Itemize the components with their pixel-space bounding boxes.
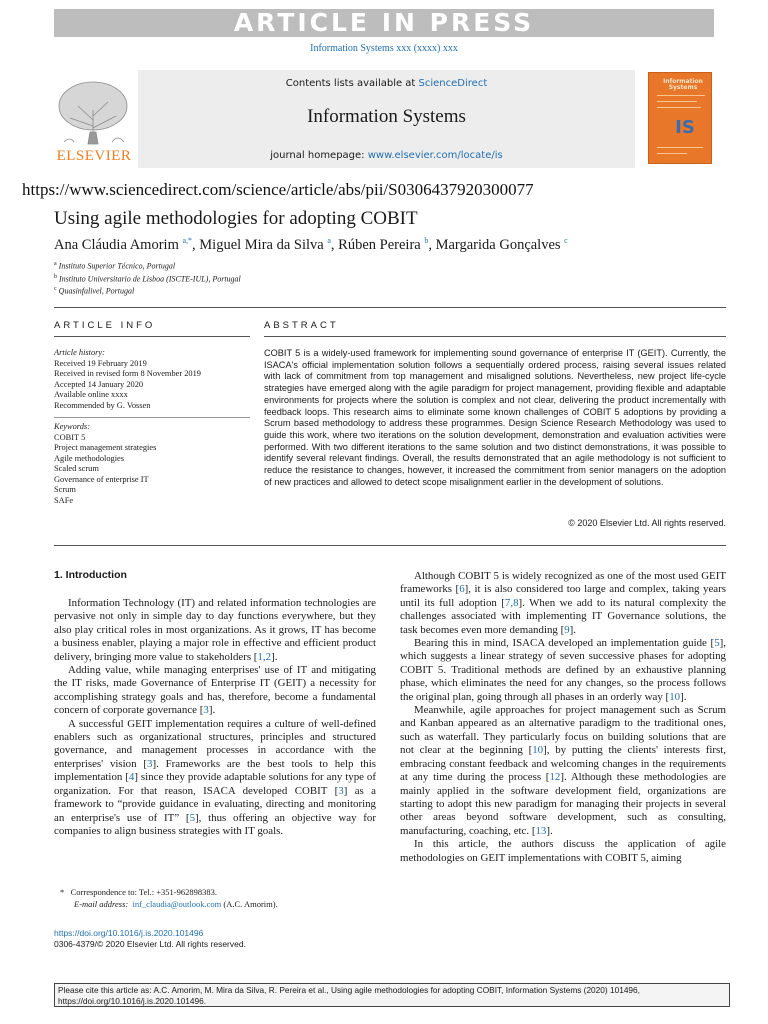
divider	[54, 307, 726, 308]
author-affil-marker[interactable]: b	[424, 236, 429, 246]
history-item: Recommended by G. Vossen	[54, 400, 151, 410]
body-text: ].	[208, 704, 216, 717]
history-item: Received in revised form 8 November 2019	[54, 369, 201, 378]
email-label: E-mail address:	[74, 899, 129, 909]
journal-name: Information Systems	[307, 106, 466, 127]
citation-ref-link[interactable]: 6	[459, 583, 465, 596]
abstract-text: COBIT 5 is a widely-used framework for implementing sound governance of enterprise IT (GEIT). Currently, the ISACA's official implementation solution follows a sequentially ordered process, raising several issues related with lack of commitment from top management and misaligned solutions. Nevertheless, new project life-cycle strategies have emerged along with the agile paradigm for project management, providing flexible and adaptable environments for projects where the solution is complex and not clear, delivering the product incrementally with feedback loops. This research aims to eliminate some known challenges of COBIT 5 adoptions by providing a Scrum based methodology to address these programmes. Design Science Research Methodology was used to guide this work, where two iterations on the solution development, demonstration and evaluation activities were performed. With two different iterations to the same solution and two distinct demonstrations, it was possible to identify several relevant findings. Overall, the results demonstrated that an agile methodology is not sufficient to reduce the resistance to changes, however, it increased the commitment from senior managers on the adoption of new practices and allowed to detect scope misalignment earlier in the development of solutions.	[264, 348, 726, 487]
doi-block	[54, 928, 246, 950]
author[interactable]: Rúben Pereira	[338, 237, 421, 253]
article-info-label: ARTICLE INFO	[54, 320, 156, 331]
cover-rule	[657, 107, 701, 108]
section-heading-introduction: 1. Introduction	[54, 569, 127, 581]
body-text: In this article, the authors discuss the application of agile methodologies on GEIT implementations with COBIT 5, aiming	[400, 838, 726, 864]
author-affil-marker[interactable]: a,*	[182, 236, 193, 246]
cover-rule	[657, 153, 687, 154]
body-text: ], it is also considered too large and complex, taking years until its full adoption [	[400, 583, 726, 609]
cover-title-line2: Systems	[668, 84, 698, 91]
affiliations	[54, 259, 241, 297]
affiliation-item: $^b$ Instituto Universitario de Lisboa (ISCTE-IUL), Portugal	[54, 273, 241, 284]
author-affil-marker[interactable]: a	[327, 236, 331, 246]
body-text: ].	[271, 650, 278, 663]
citation-ref-link[interactable]: 12	[549, 771, 561, 784]
keyword: COBIT 5	[54, 432, 86, 442]
cover-title	[657, 79, 709, 91]
body-text: ] since they provide adaptable solutions for any type of organization. For that reason, ISACA developed COBIT [	[54, 771, 377, 797]
history-item: Accepted 14 January 2020	[54, 379, 144, 389]
keyword: Project management strategies	[54, 443, 157, 452]
citation-ref-link[interactable]: 10	[532, 744, 544, 757]
body-text: Information Technology (IT) and related information technologies are pervasive not only in simple day to day functions everywhere, but they also play critical roles in most organizations. As it grows, IT has become a business enabler, playing a major role in effective and efficient product delivery, bringing more value to stakeholders [	[54, 597, 376, 663]
citation-ref-link[interactable]: 5	[714, 637, 720, 650]
keyword: SAFe	[54, 495, 74, 505]
body-text: ], which suggests a linear strategy of seven successive phases for adopting COBIT 5. Traditional methods are defined by an exhaustive planning phase, which eliminates the need for any changes, so the process follows the original plan, going through all phases in an orderly way [	[400, 637, 726, 703]
sciencedirect-link[interactable]: ScienceDirect	[418, 78, 488, 89]
cover-is-mark: IS	[675, 117, 695, 138]
keyword: Scrum	[54, 485, 76, 494]
cover-rule	[657, 101, 697, 102]
body-text: ], by putting the clients' interests first, embracing constant feedback and welcoming changes in the requirements at any time during the process [	[400, 744, 726, 784]
citation-ref-link[interactable]: 4	[128, 771, 135, 784]
history-item: Received 19 February 2019	[54, 358, 147, 368]
citation-ref-link[interactable]: 13	[535, 824, 547, 837]
body-column-right	[400, 570, 726, 865]
body-text: Adding value, while managing enterprises' use of IT and mitigating the IT risks, made Governance of Enterprise IT (GEIT) a necessity for accomplishing strategy goals and has, therefore, become a fundamental concern of corporate governance [	[54, 664, 376, 717]
body-text: ]. Frameworks are the best tools to help this implementation [	[54, 757, 376, 784]
body-text: Although COBIT 5 is widely recognized as one of the most used GEIT frameworks [	[400, 570, 726, 596]
author[interactable]: Miguel Mira da Silva	[199, 237, 324, 253]
article-title: Using agile methodologies for adopting COBIT	[54, 208, 418, 229]
author[interactable]: Margarida Gonçalves	[435, 237, 561, 253]
body-paragraph	[400, 704, 726, 838]
citation-ref-link[interactable]: 10	[669, 690, 681, 703]
body-text: A successful GEIT implementation requires a culture of well-defined enablers such as organizational structures, principles and structured governance, and management processes in accordance with the enterprises' vision [	[54, 717, 376, 770]
body-paragraph	[54, 718, 376, 839]
body-paragraph	[54, 664, 376, 718]
keyword: Governance of enterprise IT	[54, 474, 149, 484]
cover-rule	[657, 95, 705, 96]
email-suffix: (A.C. Amorim).	[223, 899, 278, 909]
journal-cover-thumbnail	[648, 72, 712, 164]
divider	[54, 545, 726, 546]
keywords	[54, 422, 156, 506]
copyright-notice: © 2020 Elsevier Ltd. All rights reserved.	[568, 518, 726, 528]
affiliation-item: $^c$ Quasinfalivel, Portugal	[54, 286, 135, 296]
article-history	[54, 348, 201, 411]
citation-ref-link[interactable]: 7,8	[504, 596, 519, 609]
author-affil-marker[interactable]: c	[564, 236, 568, 246]
article-url[interactable]: https://www.sciencedirect.com/science/article/abs/pii/S0306437920300077	[22, 180, 534, 199]
citation-ref-link[interactable]: 1,2	[257, 650, 272, 663]
author-list: Ana Cláudia Amorim $^{a,*}$, Miguel Mira da Silva $^a$, Rúben Pereira $^b$, Margarida Gonçalves $^c$	[54, 236, 568, 253]
body-text: ].	[680, 690, 687, 703]
journal-homepage-link[interactable]: www.elsevier.com/locate/is	[367, 150, 503, 161]
affiliation-item: $^a$ Instituto Superior Técnico, Portugal	[54, 261, 176, 271]
keywords-label: Keywords:	[54, 422, 90, 431]
history-item: Available online xxxx	[54, 390, 128, 399]
author[interactable]: Ana Cláudia Amorim	[54, 237, 179, 253]
doi-link[interactable]: https://doi.org/10.1016/j.is.2020.101496	[54, 928, 204, 938]
divider	[264, 336, 726, 337]
footnote-marker: *	[60, 887, 65, 897]
body-text: ].	[569, 623, 577, 636]
abstract-label: ABSTRACT	[264, 320, 339, 331]
divider	[54, 417, 250, 418]
body-column-left	[54, 597, 376, 838]
citation-ref-link[interactable]: 3	[338, 784, 344, 797]
body-text: Meanwhile, agile approaches for project management such as Scrum and Kanban appeared as an alternative paradigm to the traditional ones, such as waterfall. They particularly focus on building solutions that are not clear at the beginning [	[400, 704, 726, 757]
contents-line	[138, 78, 635, 89]
body-paragraph	[54, 597, 376, 664]
keyword: Agile methodologies	[54, 453, 125, 463]
body-text: ]. Although these methodologies are mainly applied in the software development field, organizations are starting to adopt this new paradigm for managing their projects in several other areas beyond software development, such as consulting, manufacturing, coaching, etc. [	[400, 771, 726, 837]
correspondence-text: Correspondence to: Tel.: +351-962898383.	[70, 887, 218, 897]
body-text: Bearing this in mind, ISACA developed an implementation guide [	[414, 637, 715, 650]
body-text: ]. When we add to its natural complexity the challenges associated with implementing IT Governance solutions, the task becomes even more demanding [	[400, 596, 726, 636]
keyword: Scaled scrum	[54, 464, 99, 473]
contents-prefix: Contents lists available at	[285, 78, 419, 89]
citation-ref-link[interactable]: 3	[147, 757, 153, 770]
correspondence-footnote	[54, 886, 374, 910]
homepage-prefix: journal homepage:	[270, 150, 368, 161]
body-text: ].	[546, 824, 553, 837]
cover-title-line1: Information	[663, 78, 703, 85]
body-paragraph	[400, 637, 726, 704]
citation-box: Please cite this article as: A.C. Amorim, M. Mira da Silva, R. Pereira et al., Using agile methodologies for adopting COBIT, Information Systems (2020) 101496, https://doi.org/10.1016/j.is.2020.101496.	[54, 983, 730, 1007]
publisher-wordmark: ELSEVIER	[56, 148, 132, 164]
body-paragraph	[400, 838, 726, 865]
email-link[interactable]: inf_claudia@outlook.com	[132, 899, 222, 909]
history-label: Article history:	[54, 348, 105, 357]
cover-rule	[657, 147, 703, 148]
article-in-press-banner: ARTICLE IN PRESS	[54, 9, 714, 37]
issn-line: 0306-4379/© 2020 Elsevier Ltd. All rights reserved.	[54, 939, 246, 949]
journal-homepage-line	[138, 150, 635, 161]
divider	[54, 336, 250, 337]
citation-ref-link[interactable]: 5	[189, 811, 196, 824]
citation-ref-link[interactable]: 3	[203, 704, 209, 717]
body-text: ] as a framework to “provide guidance in evaluating, directing and monitoring an enterprise's use of IT” [	[54, 784, 376, 824]
journal-citation-link[interactable]: Information Systems xxx (xxxx) xxx	[310, 43, 458, 54]
body-paragraph	[400, 570, 726, 637]
body-text: ], thus offering an objective way for companies to align business strategies with IT goals.	[54, 811, 377, 837]
citation-ref-link[interactable]: 9	[564, 623, 570, 636]
